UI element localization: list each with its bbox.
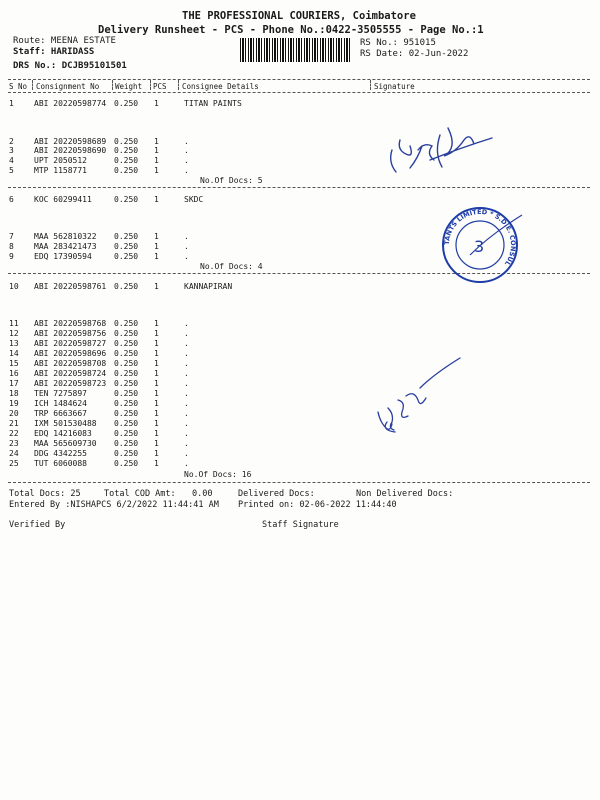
col-pcs: PCS bbox=[153, 82, 167, 91]
table-row: 10 ABI 20220598761 0.250 1 KANNAPIRAN bbox=[9, 282, 233, 291]
col-signature: Signature bbox=[374, 82, 415, 91]
table-row: 23 MAA 565609730 0.250 1 . bbox=[9, 439, 189, 448]
col-sno: S No bbox=[9, 82, 28, 91]
handwritten-signature bbox=[391, 128, 492, 172]
table-row: 1 ABI 20220598774 0.250 1 TITAN PAINTS bbox=[9, 99, 242, 108]
company-stamp bbox=[443, 208, 522, 282]
stamp-text: TANTS LIMITED * S.D.E. CONSUL bbox=[442, 207, 518, 268]
table-row: 16 ABI 20220598724 0.250 1 . bbox=[9, 369, 189, 378]
table-row: 5 MTP 1158771 0.250 1 . bbox=[9, 166, 189, 175]
company-title: THE PROFESSIONAL COURIERS, Coimbatore bbox=[182, 10, 416, 22]
verified-by: Verified By bbox=[9, 520, 66, 530]
table-row: 3 ABI 20220598690 0.250 1 . bbox=[9, 146, 189, 155]
table-row: 7 MAA 562810322 0.250 1 . bbox=[9, 232, 189, 241]
runsheet-subtitle: Delivery Runsheet - PCS - Phone No.:0422-3505555 - Page No.:1 bbox=[98, 24, 484, 36]
consignee-name: SKDC bbox=[184, 195, 204, 204]
table-row: 11 ABI 20220598768 0.250 1 . bbox=[9, 319, 189, 328]
table-row: 15 ABI 20220598708 0.250 1 . bbox=[9, 359, 189, 368]
consignee-name: TITAN PAINTS bbox=[184, 99, 242, 108]
table-row: 2 ABI 20220598689 0.250 1 . bbox=[9, 137, 189, 146]
printed-on: Printed on: 02-06-2022 11:44:40 bbox=[238, 500, 397, 510]
staff-label: Staff: HARIDASS bbox=[13, 47, 95, 57]
consignee-name: KANNAPIRAN bbox=[184, 282, 233, 291]
total-cod-value: 0.00 bbox=[192, 489, 213, 499]
table-row: 12 ABI 20220598756 0.250 1 . bbox=[9, 329, 189, 338]
non-delivered-docs: Non Delivered Docs: bbox=[356, 489, 454, 499]
table-row: 25 TUT 6060088 0.250 1 . bbox=[9, 459, 189, 468]
table-row: 6 KOC 60299411 0.250 1 SKDC bbox=[9, 195, 204, 204]
table-row: 21 IXM 501530488 0.250 1 . bbox=[9, 419, 189, 428]
table-row: 13 ABI 20220598727 0.250 1 . bbox=[9, 339, 189, 348]
docs-count: No.Of Docs: 4 bbox=[200, 262, 263, 271]
table-row: 17 ABI 20220598723 0.250 1 . bbox=[9, 379, 189, 388]
docs-count: No.Of Docs: 16 bbox=[184, 470, 252, 479]
table-row: 9 EDQ 17390594 0.250 1 . bbox=[9, 252, 189, 261]
table-row: 8 MAA 283421473 0.250 1 . bbox=[9, 242, 189, 251]
col-weight: Weight bbox=[115, 82, 143, 91]
table-row: 22 EDQ 14216083 0.250 1 . bbox=[9, 429, 189, 438]
table-row: 4 UPT 2050512 0.250 1 . bbox=[9, 156, 189, 165]
drs-number: DRS No.: DCJB95101501 bbox=[13, 61, 127, 71]
docs-count: No.Of Docs: 5 bbox=[200, 176, 263, 185]
handwritten-signature bbox=[378, 358, 460, 432]
stamp-center: 3 bbox=[474, 237, 485, 256]
table-row: 19 ICH 1484624 0.250 1 . bbox=[9, 399, 189, 408]
entered-by: Entered By :NISHAPCS 6/2/2022 11:44:41 AM bbox=[9, 500, 219, 510]
table-row: 20 TRP 6663667 0.250 1 . bbox=[9, 409, 189, 418]
table-row: 14 ABI 20220598696 0.250 1 . bbox=[9, 349, 189, 358]
delivered-docs: Delivered Docs: bbox=[238, 489, 315, 499]
total-cod-label: Total COD Amt: bbox=[104, 489, 176, 499]
total-docs: Total Docs: 25 bbox=[9, 489, 81, 499]
staff-signature-label: Staff Signature bbox=[262, 520, 339, 530]
rs-number: RS No.: 951015 bbox=[360, 38, 436, 48]
table-row: 18 TEN 7275897 0.250 1 . bbox=[9, 389, 189, 398]
route-label: Route: MEENA ESTATE bbox=[13, 36, 116, 46]
col-consignee-details: Consignee Details bbox=[182, 82, 259, 91]
col-consignment: Consignment No bbox=[36, 82, 100, 91]
rs-date: RS Date: 02-Jun-2022 bbox=[360, 49, 469, 59]
table-row: 24 DDG 4342255 0.250 1 . bbox=[9, 449, 189, 458]
